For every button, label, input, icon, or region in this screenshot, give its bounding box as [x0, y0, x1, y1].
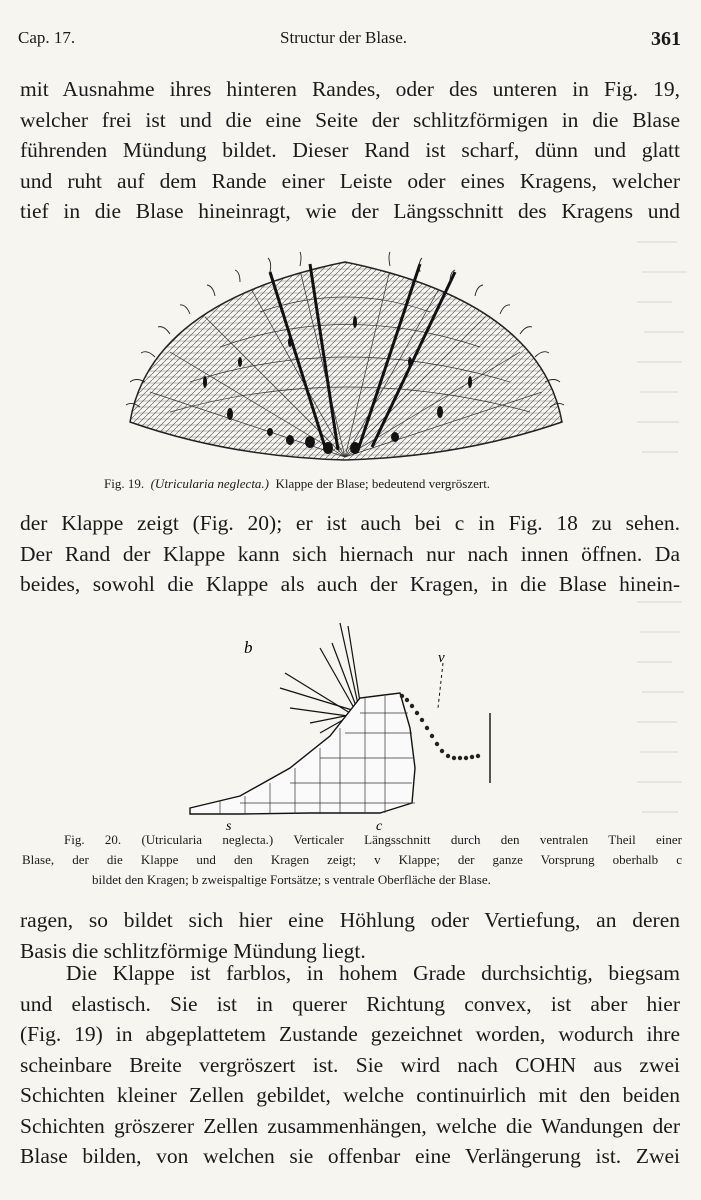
figure-19-species: (Utricularia neglecta.) [150, 476, 270, 491]
text-line: Basis die schlitzförmige Mündung liegt. [20, 938, 366, 963]
page-number: 361 [651, 28, 681, 50]
label-v: v [438, 650, 445, 666]
running-header [18, 28, 681, 54]
paragraph-2 [20, 508, 680, 600]
figure-19-caption-text: Klappe der Blase; bedeutend vergröszert. [275, 476, 491, 491]
chapter-label: Cap. 17. [18, 28, 76, 47]
running-title: Structur der Blase. [280, 28, 407, 47]
bleed-through-marks [632, 222, 692, 862]
text-line: Die Klappe ist farblos, in hohem Grade durchsichtig, biegsam [66, 961, 680, 985]
caption-line: Blase, der die Klappe und den Kragen zeigt; v Klappe; der ganze Vorsprung oberhalb c [22, 852, 682, 867]
figure-20-caption [22, 830, 682, 890]
text-line: und ruht auf dem Rande einer Leiste oder eines Kragens, welcher [20, 168, 680, 193]
text-line: (Fig. 19) in abgeplattetem Zustande gezeichnet worden, wodurch ihre [20, 1022, 680, 1046]
text-line: welcher frei ist und die eine Seite der schlitzförmigen in die Blase [20, 107, 680, 132]
label-b: b [244, 638, 253, 657]
figure-20-section-illustration [180, 618, 520, 833]
text-line: Schichten gröszerer Zellen zusammenhängen, welche die Wandungen der [20, 1113, 680, 1138]
text-line: beides, sowohl die Klappe als auch der Kragen, in die Blase hinein- [20, 572, 680, 596]
text-line: tief in die Blase hineinragt, wie der Längsschnitt des Kragens und [20, 199, 680, 223]
paragraph-4 [20, 958, 680, 1172]
text-line: ragen, so bildet sich hier eine Höhlung oder Vertiefung, an deren [20, 908, 680, 932]
figure-19-caption [104, 474, 604, 494]
label-c: c [376, 819, 383, 833]
figure-19-label: Fig. 19. [104, 476, 145, 491]
paragraph-3 [20, 905, 680, 966]
text-line: und elastisch. Sie ist in querer Richtung convex, ist aber hier [20, 991, 680, 1016]
text-line: mit Ausnahme ihres hinteren Randes, oder des unteren in Fig. 19, [20, 77, 680, 101]
text-line: führenden Mündung bildet. Dieser Rand ist scharf, dünn und glatt [20, 138, 680, 162]
text-line: scheinbare Breite vergröszert ist. Sie wird nach COHN aus zwei [20, 1052, 680, 1077]
text-line: Blase bilden, von welchen sie offenbar eine Verlängerung ist. Zwei [20, 1144, 680, 1168]
caption-line: bildet den Kragen; b zweispaltige Fortsätze; s ventrale Oberfläche der Blase. [92, 872, 491, 887]
paragraph-1 [20, 74, 680, 227]
text-line: der Klappe zeigt (Fig. 20); er ist auch bei c in Fig. 18 zu sehen. [20, 511, 680, 535]
figure-19-valve-illustration [110, 242, 580, 467]
caption-line: Fig. 20. (Utricularia neglecta.) Verticaler Längsschnitt durch den ventralen Theil einer [64, 832, 682, 847]
label-s: s [226, 819, 232, 833]
text-line: Schichten kleiner Zellen gebildet, welche continuirlich mit den beiden [20, 1083, 680, 1107]
text-line: Der Rand der Klappe kann sich hiernach nur nach innen öffnen. Da [20, 541, 680, 566]
